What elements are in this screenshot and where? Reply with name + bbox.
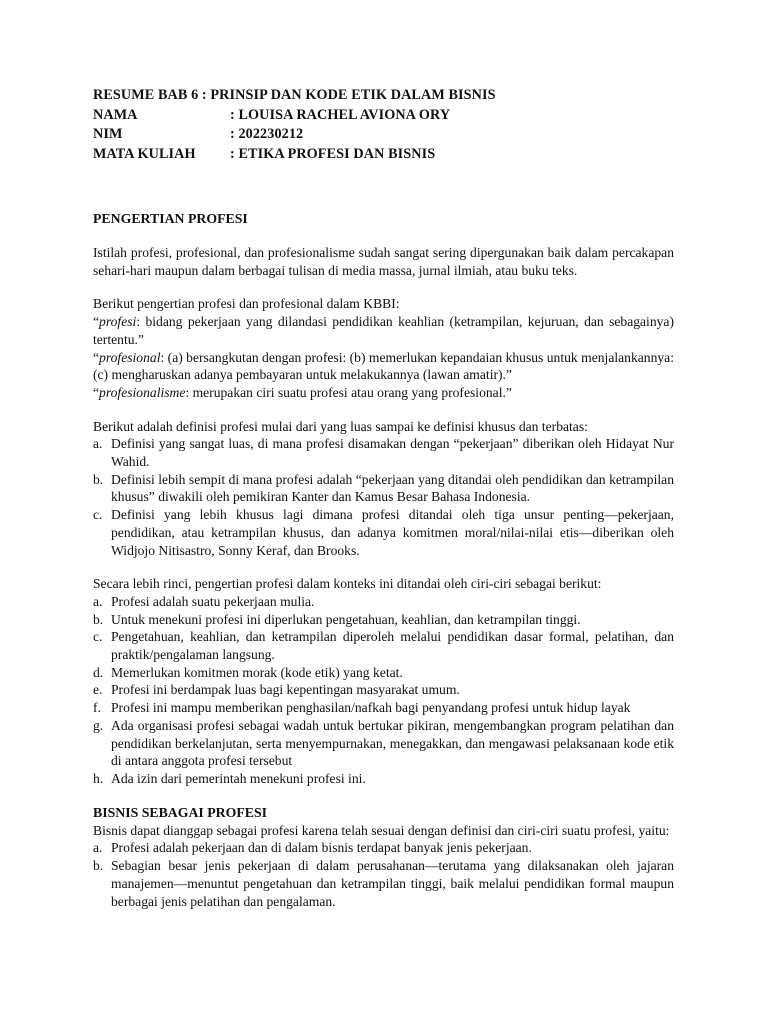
list-marker: a.: [93, 840, 103, 856]
document-title: RESUME BAB 6 : PRINSIP DAN KODE ETIK DALAM BISNIS: [93, 87, 496, 103]
paragraph-intro: Istilah profesi, profesional, dan profesionalisme sudah sangat sering dipergunakan baik dalam percakapan sehari-hari maupun dalam berbagai tulisan di media massa, jurnal ilmiah, atau buku teks.: [93, 245, 674, 278]
list-marker: b.: [93, 858, 104, 874]
list-marker: a.: [93, 593, 103, 609]
list-item: [93, 681, 674, 699]
header-label: NAMA: [93, 106, 138, 123]
header-label: NIM: [93, 126, 123, 142]
list-marker: h.: [93, 770, 104, 786]
document-header: [93, 86, 674, 164]
list-marker: g.: [93, 717, 104, 733]
list-item: [93, 435, 674, 470]
list-text: Untuk menekuni profesi ini diperlukan pengetahuan, keahlian, dan ketrampilan tinggi.: [111, 611, 581, 627]
list-text: Ada izin dari pemerintah menekuni profesi ini.: [111, 770, 366, 786]
header-row-name: [93, 106, 674, 126]
definition-scope-list: [93, 435, 674, 559]
list-item: [93, 593, 674, 611]
paragraph-kbbi-intro: Berikut pengertian profesi dan profesional dalam KBBI:: [93, 296, 400, 312]
list-item: [93, 699, 674, 717]
list-text: Definisi yang lebih khusus lagi dimana profesi ditandai oleh tiga unsur penting—pekerjaan, pendidikan, atau ketrampilan khusus, dan adanya komitmen moral/nilai-nilai etis—diberikan oleh Widjojo Nitisastro, Sonny Keraf, dan Brooks.: [111, 507, 674, 558]
list-marker: f.: [93, 700, 101, 716]
list-marker: e.: [93, 682, 103, 698]
paragraph-bisnis-intro: Bisnis dapat dianggap sebagai profesi karena telah sesuai dengan definisi dan ciri-ciri suatu profesi, yaitu:: [93, 822, 670, 838]
section-title-bisnis-sebagai-profesi: BISNIS SEBAGAI PROFESI: [93, 804, 268, 820]
paragraph-broad-intro: Berikut adalah definisi profesi mulai dari yang luas sampai ke definisi khusus dan terbatas:: [93, 418, 588, 434]
list-item: [93, 839, 674, 857]
definition-term: profesi: [99, 314, 137, 330]
document-page: [93, 86, 674, 910]
list-text: Profesi ini berdampak luas bagi kepentingan masyarakat umum.: [111, 682, 460, 698]
definition-term: profesional: [99, 349, 161, 365]
list-text: Profesi adalah pekerjaan dan di dalam bisnis terdapat banyak jenis pekerjaan.: [111, 840, 532, 856]
list-item: [93, 857, 674, 910]
list-text: Definisi lebih sempit di mana profesi adalah “pekerjaan yang ditandai oleh pendidikan dan ketrampilan khusus” diwakili oleh pemikiran Kanter dan Kamus Besar Bahasa Indonesia.: [111, 471, 674, 505]
paragraph-traits-intro: Secara lebih rinci, pengertian profesi dalam konteks ini ditandai oleh ciri-ciri sebagai berikut:: [93, 576, 602, 592]
list-text: Profesi adalah suatu pekerjaan mulia.: [111, 593, 315, 609]
traits-list: [93, 593, 674, 788]
list-item: [93, 770, 674, 788]
bisnis-list: [93, 839, 674, 910]
header-row-course: [93, 145, 674, 165]
list-item: [93, 471, 674, 506]
list-marker: c.: [93, 629, 103, 645]
section-title-pengertian-profesi: PENGERTIAN PROFESI: [93, 211, 248, 226]
list-item: [93, 664, 674, 682]
list-text: Profesi ini mampu memberikan penghasilan/nafkah bagi penyandang profesi untuk hidup layak: [111, 700, 631, 716]
list-marker: a.: [93, 436, 103, 452]
definition-profesi: “profesi: bidang pekerjaan yang dilandasi pendidikan keahlian (ketrampilan, kejuruan, dan sebagainya) tertentu.”: [93, 314, 674, 347]
list-marker: d.: [93, 664, 104, 680]
list-text: Pengetahuan, keahlian, dan ketrampilan diperoleh melalui pendidikan dasar formal, pelatihan, dan praktik/pengalaman langsung.: [111, 629, 674, 663]
list-marker: c.: [93, 507, 103, 523]
list-item: [93, 506, 674, 559]
header-value: : ETIKA PROFESI DAN BISNIS: [230, 145, 436, 162]
list-text: Sebagian besar jenis pekerjaan di dalam perusahanan—terutama yang dilaksanakan oleh jajaran manajemen—menuntut pengetahuan dan ketrampilan tinggi, baik melalui pendidikan formal maupun berbagai jenis pelatihan dan pengalaman.: [111, 858, 674, 909]
list-text: Definisi yang sangat luas, di mana profesi disamakan dengan “pekerjaan” diberikan oleh Hidayat Nur Wahid.: [111, 436, 674, 470]
list-item: [93, 628, 674, 663]
list-item: [93, 717, 674, 770]
definition-profesionalisme: “profesionalisme: merupakan ciri suatu profesi atau orang yang profesional.”: [93, 384, 512, 400]
header-row-nim: [93, 125, 674, 145]
header-value: : 202230212: [230, 126, 304, 142]
header-label: MATA KULIAH: [93, 145, 196, 162]
definition-profesional: “profesional: (a) bersangkutan dengan profesi: (b) memerlukan kepandaian khusus untuk menjalankannya: (c) mengharuskan adanya pembayaran untuk melakukannya (lawan amatir).”: [93, 349, 674, 383]
list-text: Memerlukan komitmen morak (kode etik) yang ketat.: [111, 664, 403, 680]
list-text: Ada organisasi profesi sebagai wadah untuk bertukar pikiran, mengembangkan program pelatihan dan pendidikan berkelanjutan, serta menyempurnakan, menegakkan, dan mengawasi pelaksanaan kode etik di antara anggota profesi tersebut: [111, 717, 674, 769]
list-item: [93, 611, 674, 629]
list-marker: b.: [93, 611, 104, 627]
definition-term: profesionalisme: [99, 384, 186, 400]
list-marker: b.: [93, 471, 104, 487]
header-value: : LOUISA RACHEL AVIONA ORY: [230, 106, 451, 123]
